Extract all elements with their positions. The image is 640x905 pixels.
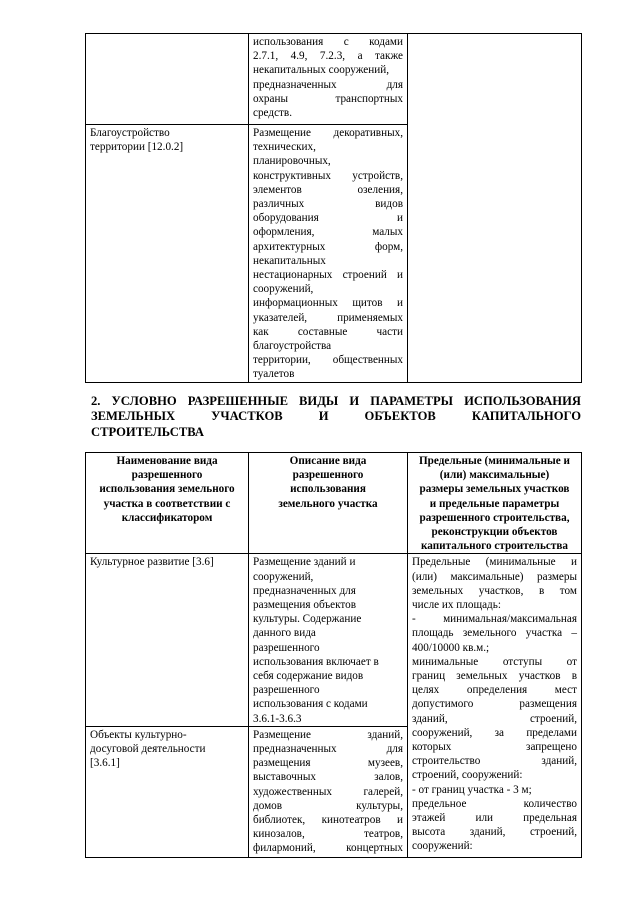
table-row xyxy=(86,34,582,125)
table-header-row xyxy=(86,453,582,554)
section-heading: 2. УСЛОВНО РАЗРЕШЕННЫЕ ВИДЫ И ПАРАМЕТРЫ ИСПОЛЬЗОВАНИЯ ЗЕМЕЛЬНЫХ УЧАСТКОВ И ОБЪЕКТОВ КАПИТАЛЬНОГО СТРОИТЕЛЬСТВА xyxy=(91,394,581,439)
use-description-cell: Размещение декоративных, технических, планировочных, конструктивных устройств, элементов озеления, различных видов оборудования и оформления, малых архитектурных форм, некапитальных нестационарных строений и сооружений, информационных щитов и указателей, применяемых как составные части благоустройства территории, общественных туалетов xyxy=(249,125,408,383)
use-name-cell: Объекты культурно- досуговой деятельности [3.6.1] xyxy=(86,726,249,857)
use-name-cell: Благоустройство территории [12.0.2] xyxy=(86,125,249,383)
allowed-uses-table-continued xyxy=(85,33,582,383)
use-description-cell: Размещение зданий и сооружений, предназначенных для размещения объектов культуры. Содержание данного вида разрешенного использования включает в себя содержание видов разрешенного использования с кодами 3.6.1-3.6.3 xyxy=(249,554,408,726)
table-row xyxy=(86,554,582,726)
use-params-cell: Предельные (минимальные и (или) максимальные) размеры земельных участков, в том числе их площадь: - минимальная/максимальная площадь земельного участка – 400/10000 кв.м.; минимальные отступы от границ земельных участков в целях определения мест допустимого размещения зданий, строений, сооружений, за пределами которых запрещено строительство зданий, строений, сооружений: - от границ участка - 3 м; предельное количество этажей или предельная высота зданий, строений, сооружений: xyxy=(408,554,582,857)
use-params-cell xyxy=(408,34,582,383)
use-description-cell: Размещение зданий, предназначенных для размещения музеев, выставочных залов, художественных галерей, домов культуры, библиотек, кинотеатров и кинозалов, театров, филармоний, концертных xyxy=(249,726,408,857)
column-header-use-name: Наименование вида разрешенного использования земельного участка в соответствии с классификатором xyxy=(86,453,249,554)
conditional-uses-table xyxy=(85,452,582,858)
column-header-params: Предельные (минимальные и (или) максимальные) размеры земельных участков и предельные параметры разрешенного строительства, реконструкции объектов капитального строительства xyxy=(408,453,582,554)
column-header-description: Описание вида разрешенного использования земельного участка xyxy=(249,453,408,554)
use-description-cell: использования с кодами 2.7.1, 4.9, 7.2.3, а также некапитальных сооружений, предназначенных для охраны транспортных средств. xyxy=(249,34,408,125)
use-name-cell: Культурное развитие [3.6] xyxy=(86,554,249,726)
use-name-cell xyxy=(86,34,249,125)
